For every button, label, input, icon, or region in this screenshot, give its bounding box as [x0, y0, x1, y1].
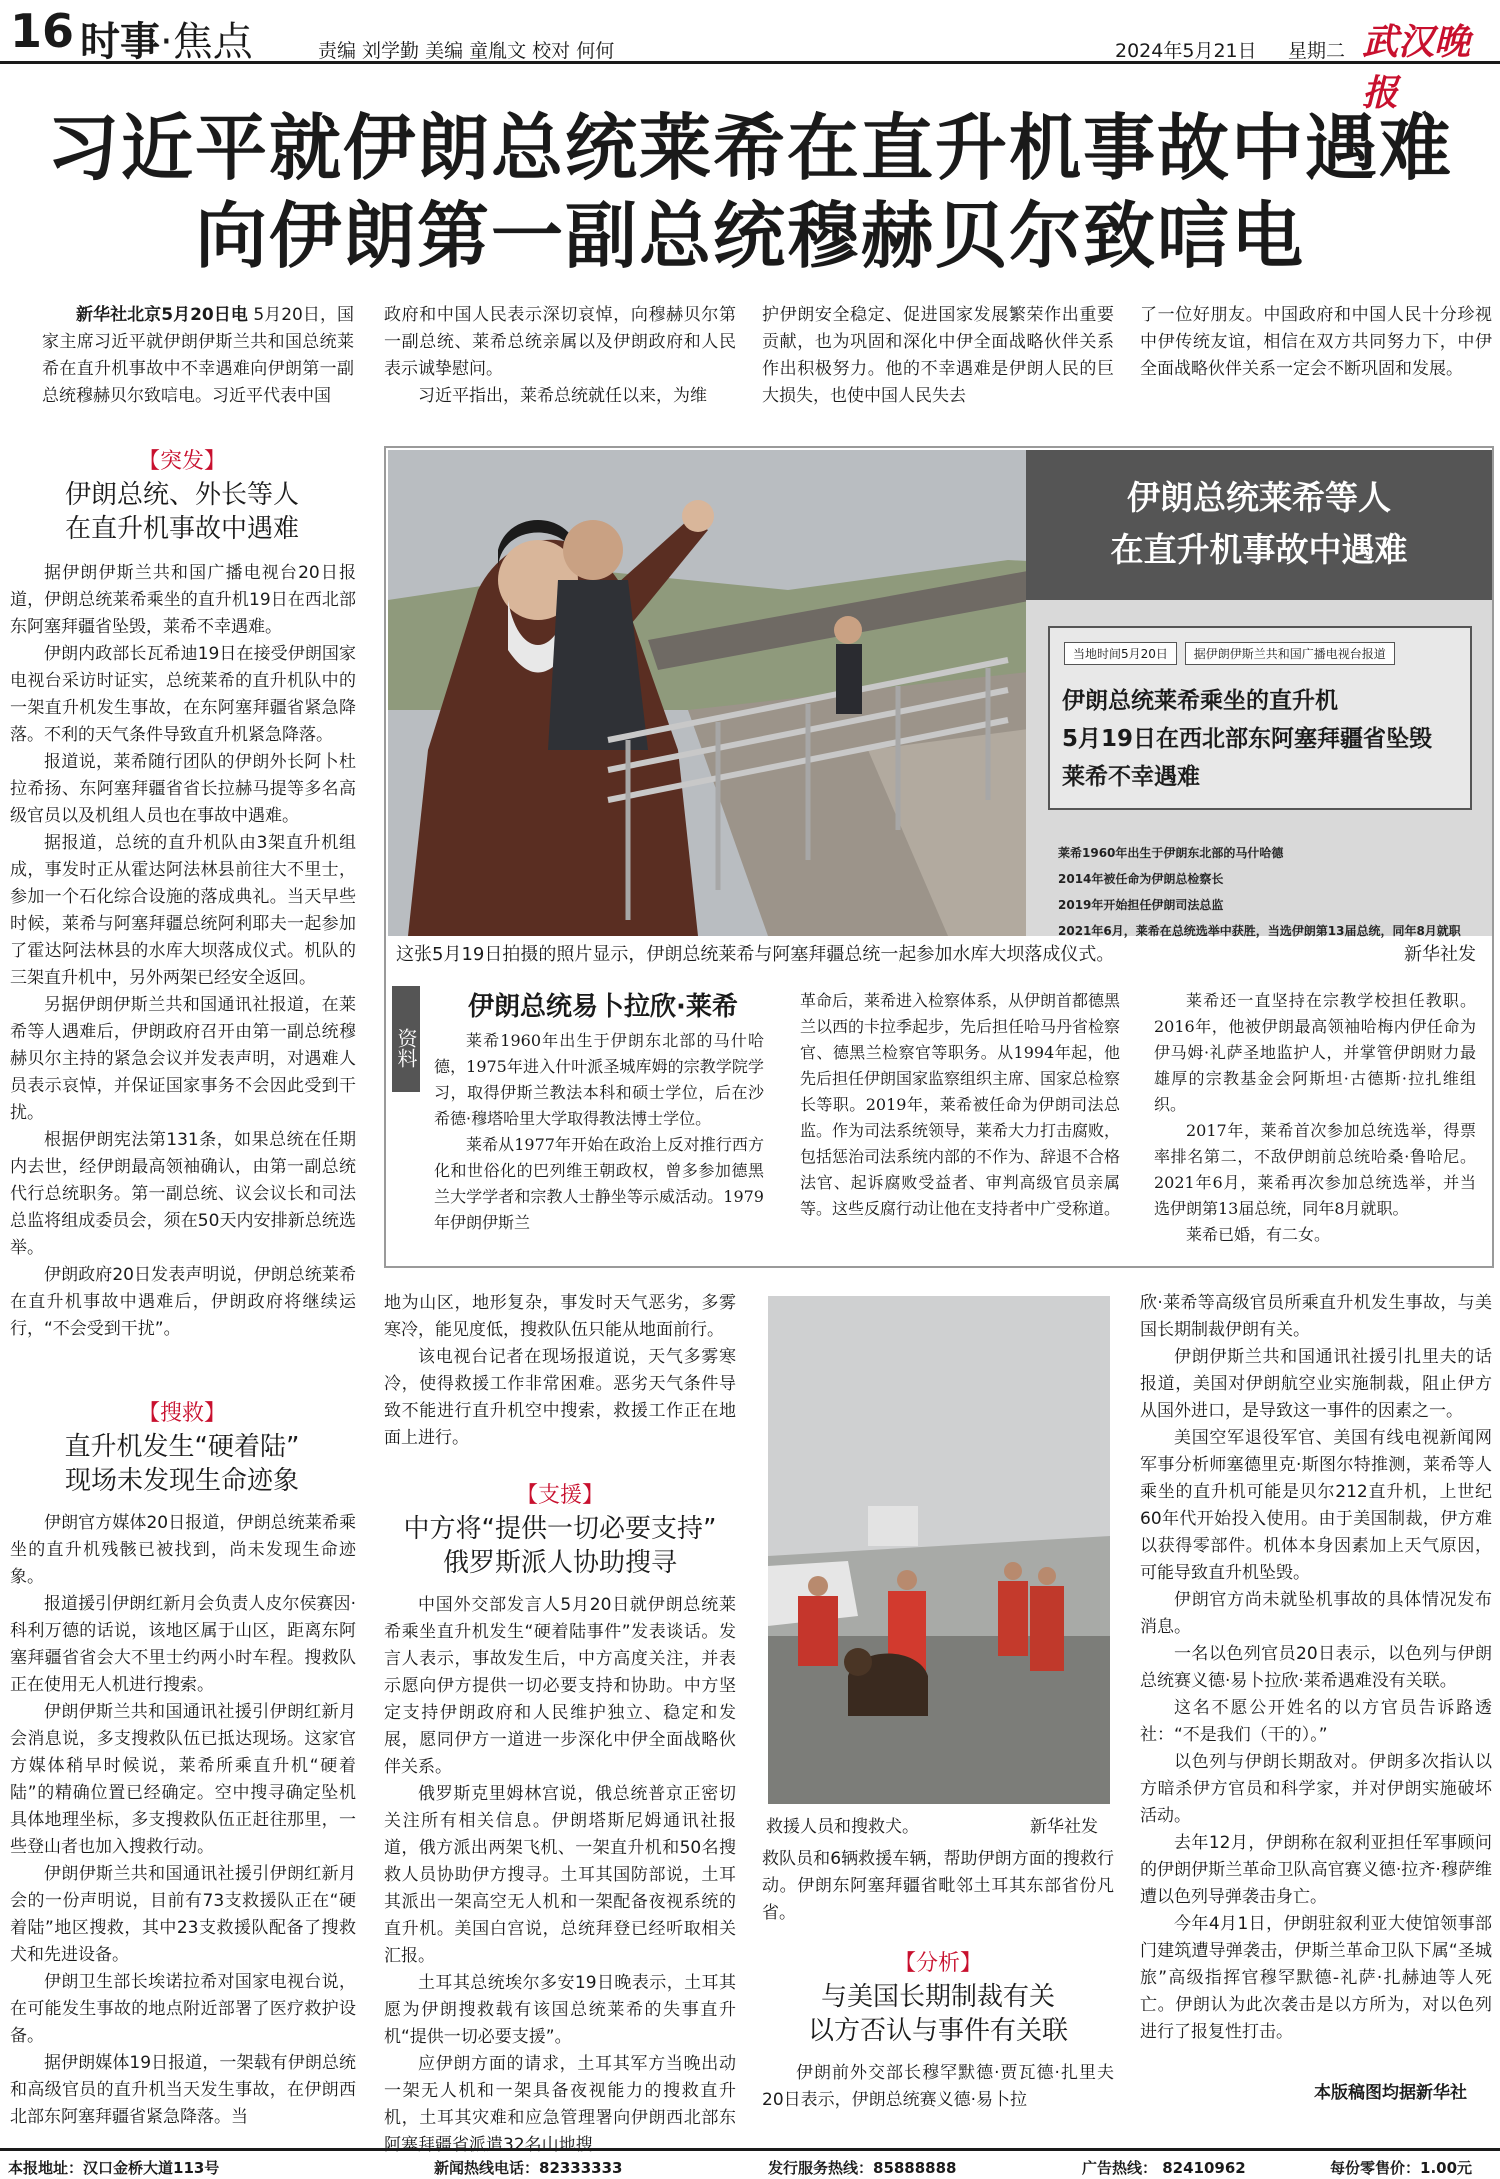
rescue-photo-caption: 救援人员和搜救犬。: [766, 1817, 919, 1837]
page-number: 16: [10, 4, 75, 58]
analysis-title-2: 以方否认与事件有关联: [807, 2016, 1068, 2046]
rescue-photo-credit: 新华社发: [1030, 1817, 1098, 1837]
section2-paragraph: 伊朗伊斯兰共和国通讯社援引伊朗红新月会的一份声明说，目前有73支救援队正在“硬着陆”地区搜救，其中23支救援队配备了搜救犬和先进设备。: [10, 1864, 356, 1965]
column4-paragraph: 去年12月，伊朗称在叙利亚担任军事顾问的伊朗伊斯兰革命卫队高官赛义德·拉齐·穆萨维遭以色列导弹袭击身亡。: [1140, 1833, 1492, 1907]
support-title-1: 中方将“提供一切必要支持”: [403, 1514, 717, 1544]
section1-subhead: [0, 446, 364, 546]
column4-paragraph: 伊朗伊斯兰共和国通讯社援引扎里夫的话报道，美国对伊朗航空业实施制裁，阻止伊方从国外进口，是导致这一事件的因素之一。: [1140, 1347, 1492, 1421]
footer-ad-hotline: 广告热线： 82410962: [1082, 2159, 1246, 2177]
lead-column-1: [42, 302, 354, 414]
lead-text-4: 了一位好朋友。中国政府和中国人民十分珍视中伊传统友谊，相信在双方共同努力下，中伊全面战略伙伴关系一定会不断巩固和发展。: [1140, 305, 1492, 379]
main-headline: [0, 104, 1500, 280]
event-line: 伊朗总统莱希乘坐的直升机: [1062, 688, 1338, 714]
column4-paragraph: 伊朗官方尚未就坠机事故的具体情况发布消息。: [1140, 1590, 1492, 1637]
profile-column-3: [1154, 988, 1476, 1248]
lead-text-2a: 政府和中国人民表示深切哀悼，向穆赫贝尔第一副总统、莱希总统亲属以及伊朗政府和人民表示诚挚慰问。: [384, 305, 736, 379]
profile-paragraph: 革命后，莱希进入检察体系，从伊朗首都德黑兰以西的卡拉季起步，先后担任哈马丹省检察官、德黑兰检察官等职务。从1994年起，他先后担任伊朗国家监察组织主席、国家总检察长等职。2019年，莱希被任命为伊朗司法总监。作为司法系统领导，莱希大力打击腐败，包括惩治司法系统内部的不作为、辞退不合格法官、起诉腐败受益者、审判高级官员亲属等。这些反腐行动让他在支持者中广受称道。: [800, 991, 1121, 1218]
event-line: 莱希不幸遇难: [1062, 764, 1200, 790]
lead-column-3: [762, 302, 1114, 414]
column4-paragraph: 这名不愿公开姓名的以方官员告诉路透社：“不是我们（干的）。”: [1140, 1698, 1492, 1745]
section-label: 时事·焦点: [80, 19, 253, 65]
section1-paragraph: 另据伊朗伊斯兰共和国通讯社报道，在莱希等人遇难后，伊朗政府召开由第一副总统穆赫贝尔主持的紧急会议并发表声明，对遇难人员表示哀悼，并保证国家事务不会因此受到干扰。: [10, 995, 356, 1123]
support-paragraph: 土耳其总统埃尔多安19日晚表示，土耳其愿为伊朗搜救载有该国总统莱希的失事直升机“提供一切必要支援”。: [384, 1973, 736, 2047]
section2-paragraph: 伊朗官方媒体20日报道，伊朗总统莱希乘坐的直升机残骸已被找到，尚未发现生命迹象。: [10, 1513, 356, 1587]
support-body: [384, 1592, 736, 2155]
profile-label: 资料: [392, 986, 420, 1092]
lead-column-2: [384, 302, 736, 414]
info-panel: [1026, 600, 1492, 936]
lead-text-3: 护伊朗安全稳定、促进国家发展繁荣作出重要贡献，也为巩固和深化中伊全面战略伙伴关系作出积极努力。他的不幸遇难是伊朗人民的巨大损失，也使中国人民失去: [762, 305, 1114, 406]
publication-weekday: 星期二: [1288, 40, 1346, 62]
profile-paragraph: 莱希已婚，有二女。: [1186, 1225, 1331, 1244]
source-note: 本版稿图均据新华社: [1314, 2083, 1467, 2103]
feature-box: [384, 446, 1494, 1268]
analysis-paragraph: 伊朗前外交部长穆罕默德·贾瓦德·扎里夫20日表示，伊朗总统赛义德·易卜拉: [762, 2063, 1114, 2110]
section-name: 时事: [80, 19, 160, 65]
publication-date: 2024年5月21日: [1115, 40, 1257, 62]
masthead-logo: 武汉晚报: [1362, 21, 1471, 114]
section1-paragraph: 据报道，总统的直升机队由3架直升机组成，事发时正从霍达阿法林县前往大不里士，参加一个石化综合设施的落成典礼。当天早些时候，莱希与阿塞拜疆总统阿利耶夫一起参加了霍达阿法林县的水库大坝落成仪式。机队的三架直升机中，另外两架已经安全返回。: [10, 833, 356, 988]
footer-news-hotline: 新闻热线电话：82333333: [434, 2159, 623, 2177]
column4-body: [1140, 1290, 1492, 2070]
event-tags: [1064, 642, 1399, 666]
section2-title-2: 现场未发现生命迹象: [64, 1466, 299, 1496]
support-title-2: 俄罗斯派人协助搜寻: [442, 1548, 677, 1578]
profile-paragraph: 2017年，莱希首次参加总统选举，得票率排名第二，不敌伊朗前总统哈桑·鲁哈尼。2021年6月，莱希再次参加总统选举，并当选伊朗第13届总统，同年8月就职。: [1154, 1121, 1476, 1218]
timeline-item: 2021年6月，莱希在总统选举中获胜，当选伊朗第13届总统，同年8月就职: [1058, 924, 1461, 938]
section2-subhead: [0, 1398, 364, 1498]
section2-paragraph: 报道援引伊朗红新月会负责人皮尔侯赛因·科利万德的话说，该地区属于山区，距离东阿塞拜疆省省会大不里士约两小时车程。搜救队正在使用无人机进行搜索。: [10, 1594, 356, 1695]
info-panel-title-2: 在直升机事故中遇难: [1110, 530, 1408, 569]
column2-paragraph: 该电视台记者在现场报道说，天气多雾寒冷，使得救援工作非常困难。恶劣天气条件导致不能进行直升机空中搜索，救援工作正在地面上进行。: [384, 1347, 736, 1448]
column4-paragraph: 美国空军退役军官、美国有线电视新闻网军事分析师塞德里克·斯图尔特推测，莱希等人乘坐的直升机可能是贝尔212直升机，上世纪60年代开始投入使用。由于美国制裁，伊方难以获得零部件。机体本身因素加上天气原因，可能导致直升机坠毁。: [1140, 1428, 1492, 1583]
info-panel-title-1: 伊朗总统莱希等人: [1127, 478, 1391, 517]
column4-paragraph: 欣·莱希等高级官员所乘直升机发生事故，与美国长期制裁伊朗有关。: [1140, 1293, 1492, 1340]
section1-paragraph: 报道说，莱希随行团队的伊朗外长阿卜杜拉希扬、东阿塞拜疆省省长拉赫马提等多名高级官员以及机组人员也在事故中遇难。: [10, 752, 356, 826]
event-line: 5月19日在西北部东阿塞拜疆省坠毁: [1062, 726, 1433, 752]
support-paragraph: 俄罗斯克里姆林宫说，俄总统普京正密切关注所有相关信息。伊朗塔斯尼姆通讯社报道，俄方派出两架飞机、一架直升机和50名搜救人员协助伊方搜寻。土耳其国防部说，土耳其派出一架高空无人机和一架配备夜视系统的直升机。美国白宫说，总统拜登已经听取相关汇报。: [384, 1784, 736, 1966]
section2-paragraph: 伊朗卫生部长埃诺拉希对国家电视台说，在可能发生事故的地点附近部署了医疗救护设备。: [10, 1972, 356, 2046]
profile-title: 伊朗总统易卜拉欣·莱希: [468, 992, 738, 1022]
support-kicker: 【支援】: [515, 1483, 604, 1508]
column3-paragraph: 救队员和6辆救援车辆，帮助伊朗方面的搜救行动。伊朗东阿塞拜疆省毗邻土耳其东部省份凡省。: [762, 1849, 1114, 1923]
support-paragraph: 应伊朗方面的请求，土耳其军方当晚出动一架无人机和一架具备夜视能力的搜救直升机，土耳其灾难和应急管理署向伊朗西北部东阿塞拜疆省派遣32名山地搜: [384, 2054, 736, 2155]
section1-paragraph: 根据伊朗宪法第131条，如果总统在任期内去世，经伊朗最高领袖确认，由第一副总统代行总统职务。第一副总统、议会议长和司法总监将组成委员会，须在50天内安排新总统选举。: [10, 1130, 356, 1258]
section1-paragraph: 伊朗内政部长瓦希迪19日在接受伊朗国家电视台采访时证实，总统莱希的直升机队中的一架直升机发生事故，在东阿塞拜疆省紧急降落。不利的天气条件导致直升机紧急降落。: [10, 644, 356, 745]
info-panel-title: [1026, 450, 1492, 600]
section-subname: 焦点: [172, 19, 253, 65]
analysis-body: [762, 2060, 1114, 2140]
analysis-kicker: 【分析】: [893, 1951, 982, 1976]
lead-text-1: 5月20日，国家主席习近平就伊朗伊斯兰共和国总统莱希在直升机事故中不幸遇难向伊朗第一副总统穆赫贝尔致唁电。习近平代表中国: [42, 305, 354, 406]
section2-kicker: 【搜救】: [137, 1401, 226, 1426]
biography-timeline: [1058, 840, 1461, 944]
event-lines: [1062, 682, 1432, 796]
section1-paragraph: 据伊朗伊斯兰共和国广播电视台20日报道，伊朗总统莱希乘坐的直升机19日在西北部东阿塞拜疆省坠毁，莱希不幸遇难。: [10, 563, 356, 637]
footer-distribution-hotline: 发行服务热线：85888888: [768, 2159, 957, 2177]
section1-body: [10, 560, 356, 1380]
section1-paragraph: 伊朗政府20日发表声明说，伊朗总统莱希在直升机事故中遇难后，伊朗政府将继续运行，“不会受到干扰”。: [10, 1265, 356, 1339]
section2-body: [10, 1510, 356, 2127]
lead-column-4: [1140, 302, 1492, 414]
profile-column-2: [800, 988, 1120, 1222]
event-summary-box: [1048, 626, 1472, 810]
section1-title-1: 伊朗总统、外长等人: [64, 480, 299, 510]
photo-credit: 新华社发: [1404, 944, 1476, 965]
timeline-item: 2014年被任命为伊朗总检察长: [1058, 872, 1224, 886]
section1-kicker: 【突发】: [137, 449, 226, 474]
support-subhead: [384, 1480, 736, 1580]
page-header: [0, 0, 1500, 114]
column2-top-body: [384, 1290, 736, 1448]
column4-paragraph: 一名以色列官员20日表示，以色列与伊朗总统赛义德·易卜拉欣·莱希遇难没有关联。: [1140, 1644, 1492, 1691]
profile-paragraph: 莱希还一直坚持在宗教学校担任教职。2016年，他被伊朗最高领袖哈梅内伊任命为伊马姆·礼萨圣地监护人，并掌管伊朗财力最雄厚的宗教基金会阿斯坦·古德斯·拉扎维组织。: [1154, 991, 1476, 1114]
footer-address: 本报地址：汉口金桥大道113号: [8, 2159, 220, 2177]
analysis-title-1: 与美国长期制裁有关: [820, 1982, 1055, 2012]
profile-paragraph: 莱希从1977年开始在政治上反对推行西方化和世俗化的巴列维王朝政权，曾多参加德黑兰大学学者和宗教人士静坐等示威活动。1979年伊朗伊斯兰: [434, 1135, 764, 1232]
headline-line-1: 习近平就伊朗总统莱希在直升机事故中遇难: [46, 106, 1453, 190]
section1-title-2: 在直升机事故中遇难: [64, 514, 299, 544]
event-tag-source: 据伊朗伊斯兰共和国广播电视台报道: [1185, 642, 1395, 665]
analysis-subhead: [762, 1948, 1114, 2048]
event-tag-date: 当地时间5月20日: [1064, 642, 1177, 665]
section2-paragraph: 据伊朗媒体19日报道，一架载有伊朗总统和高级官员的直升机当天发生事故，在伊朗西北部东阿塞拜疆省紧急降落。当: [10, 2053, 356, 2127]
photo-caption: 这张5月19日拍摄的照片显示，伊朗总统莱希与阿塞拜疆总统一起参加水库大坝落成仪式。: [396, 944, 1115, 965]
section2-title-1: 直升机发生“硬着陆”: [64, 1432, 300, 1462]
rescue-photo: [768, 1296, 1110, 1804]
timeline-item: 莱希1960年出生于伊朗东北部的马什哈德: [1058, 846, 1284, 860]
rescue-photo-illustration: [768, 1296, 1110, 1804]
footer-price: 每份零售价：1.00元: [1330, 2159, 1473, 2177]
section2-paragraph: 伊朗伊斯兰共和国通讯社援引伊朗红新月会消息说，多支搜救队伍已抵达现场。这家官方媒体稍早时候说，莱希所乘直升机“硬着陆”的精确位置已经确定。空中搜寻确定坠机具体地理坐标，多支搜救队伍正赶往那里，一些登山者也加入搜救行动。: [10, 1702, 356, 1857]
column4-paragraph: 以色列与伊朗长期敌对。伊朗多次指认以方暗杀伊方官员和科学家，并对伊朗实施破坏活动。: [1140, 1752, 1492, 1826]
column4-paragraph: 今年4月1日，伊朗驻叙利亚大使馆领事部门建筑遭导弹袭击，伊斯兰革命卫队下属“圣城旅”高级指挥官穆罕默德-礼萨·扎赫迪等人死亡。伊朗认为此次袭击是以方所为，对以色列进行了报复性打击。: [1140, 1914, 1492, 2042]
page-footer: [0, 2148, 1500, 2179]
headline-line-2: 向伊朗第一副总统穆赫贝尔致唁电: [194, 194, 1305, 278]
editor-credits: 责编 刘学勤 美编 童胤文 校对 何何: [318, 40, 615, 62]
column2-paragraph: 地为山区，地形复杂，事发时天气恶劣，多雾寒冷，能见度低，搜救队伍只能从地面前行。: [384, 1293, 736, 1340]
profile-column-1: [434, 1028, 764, 1236]
timeline-item: 2019年开始担任伊朗司法总监: [1058, 898, 1224, 912]
dateline: 新华社北京5月20日电: [76, 305, 248, 325]
lead-text-2b: 习近平指出，莱希总统就任以来，为维: [418, 386, 707, 406]
column3-top-body: [762, 1846, 1114, 1923]
profile-paragraph: 莱希1960年出生于伊朗东北部的马什哈德，1975年进入什叶派圣城库姆的宗教学院学习，取得伊斯兰教法本科和硕士学位，后在沙希德·穆塔哈里大学取得教法博士学位。: [434, 1031, 764, 1128]
support-paragraph: 中国外交部发言人5月20日就伊朗总统莱希乘坐直升机发生“硬着陆事件”发表谈话。发言人表示，事故发生后，中方高度关注，并表示愿向伊方提供一切必要支持和协助。中方坚定支持伊朗政府和人民维护独立、稳定和发展，愿同伊方一道进一步深化中伊全面战略伙伴关系。: [384, 1595, 736, 1777]
